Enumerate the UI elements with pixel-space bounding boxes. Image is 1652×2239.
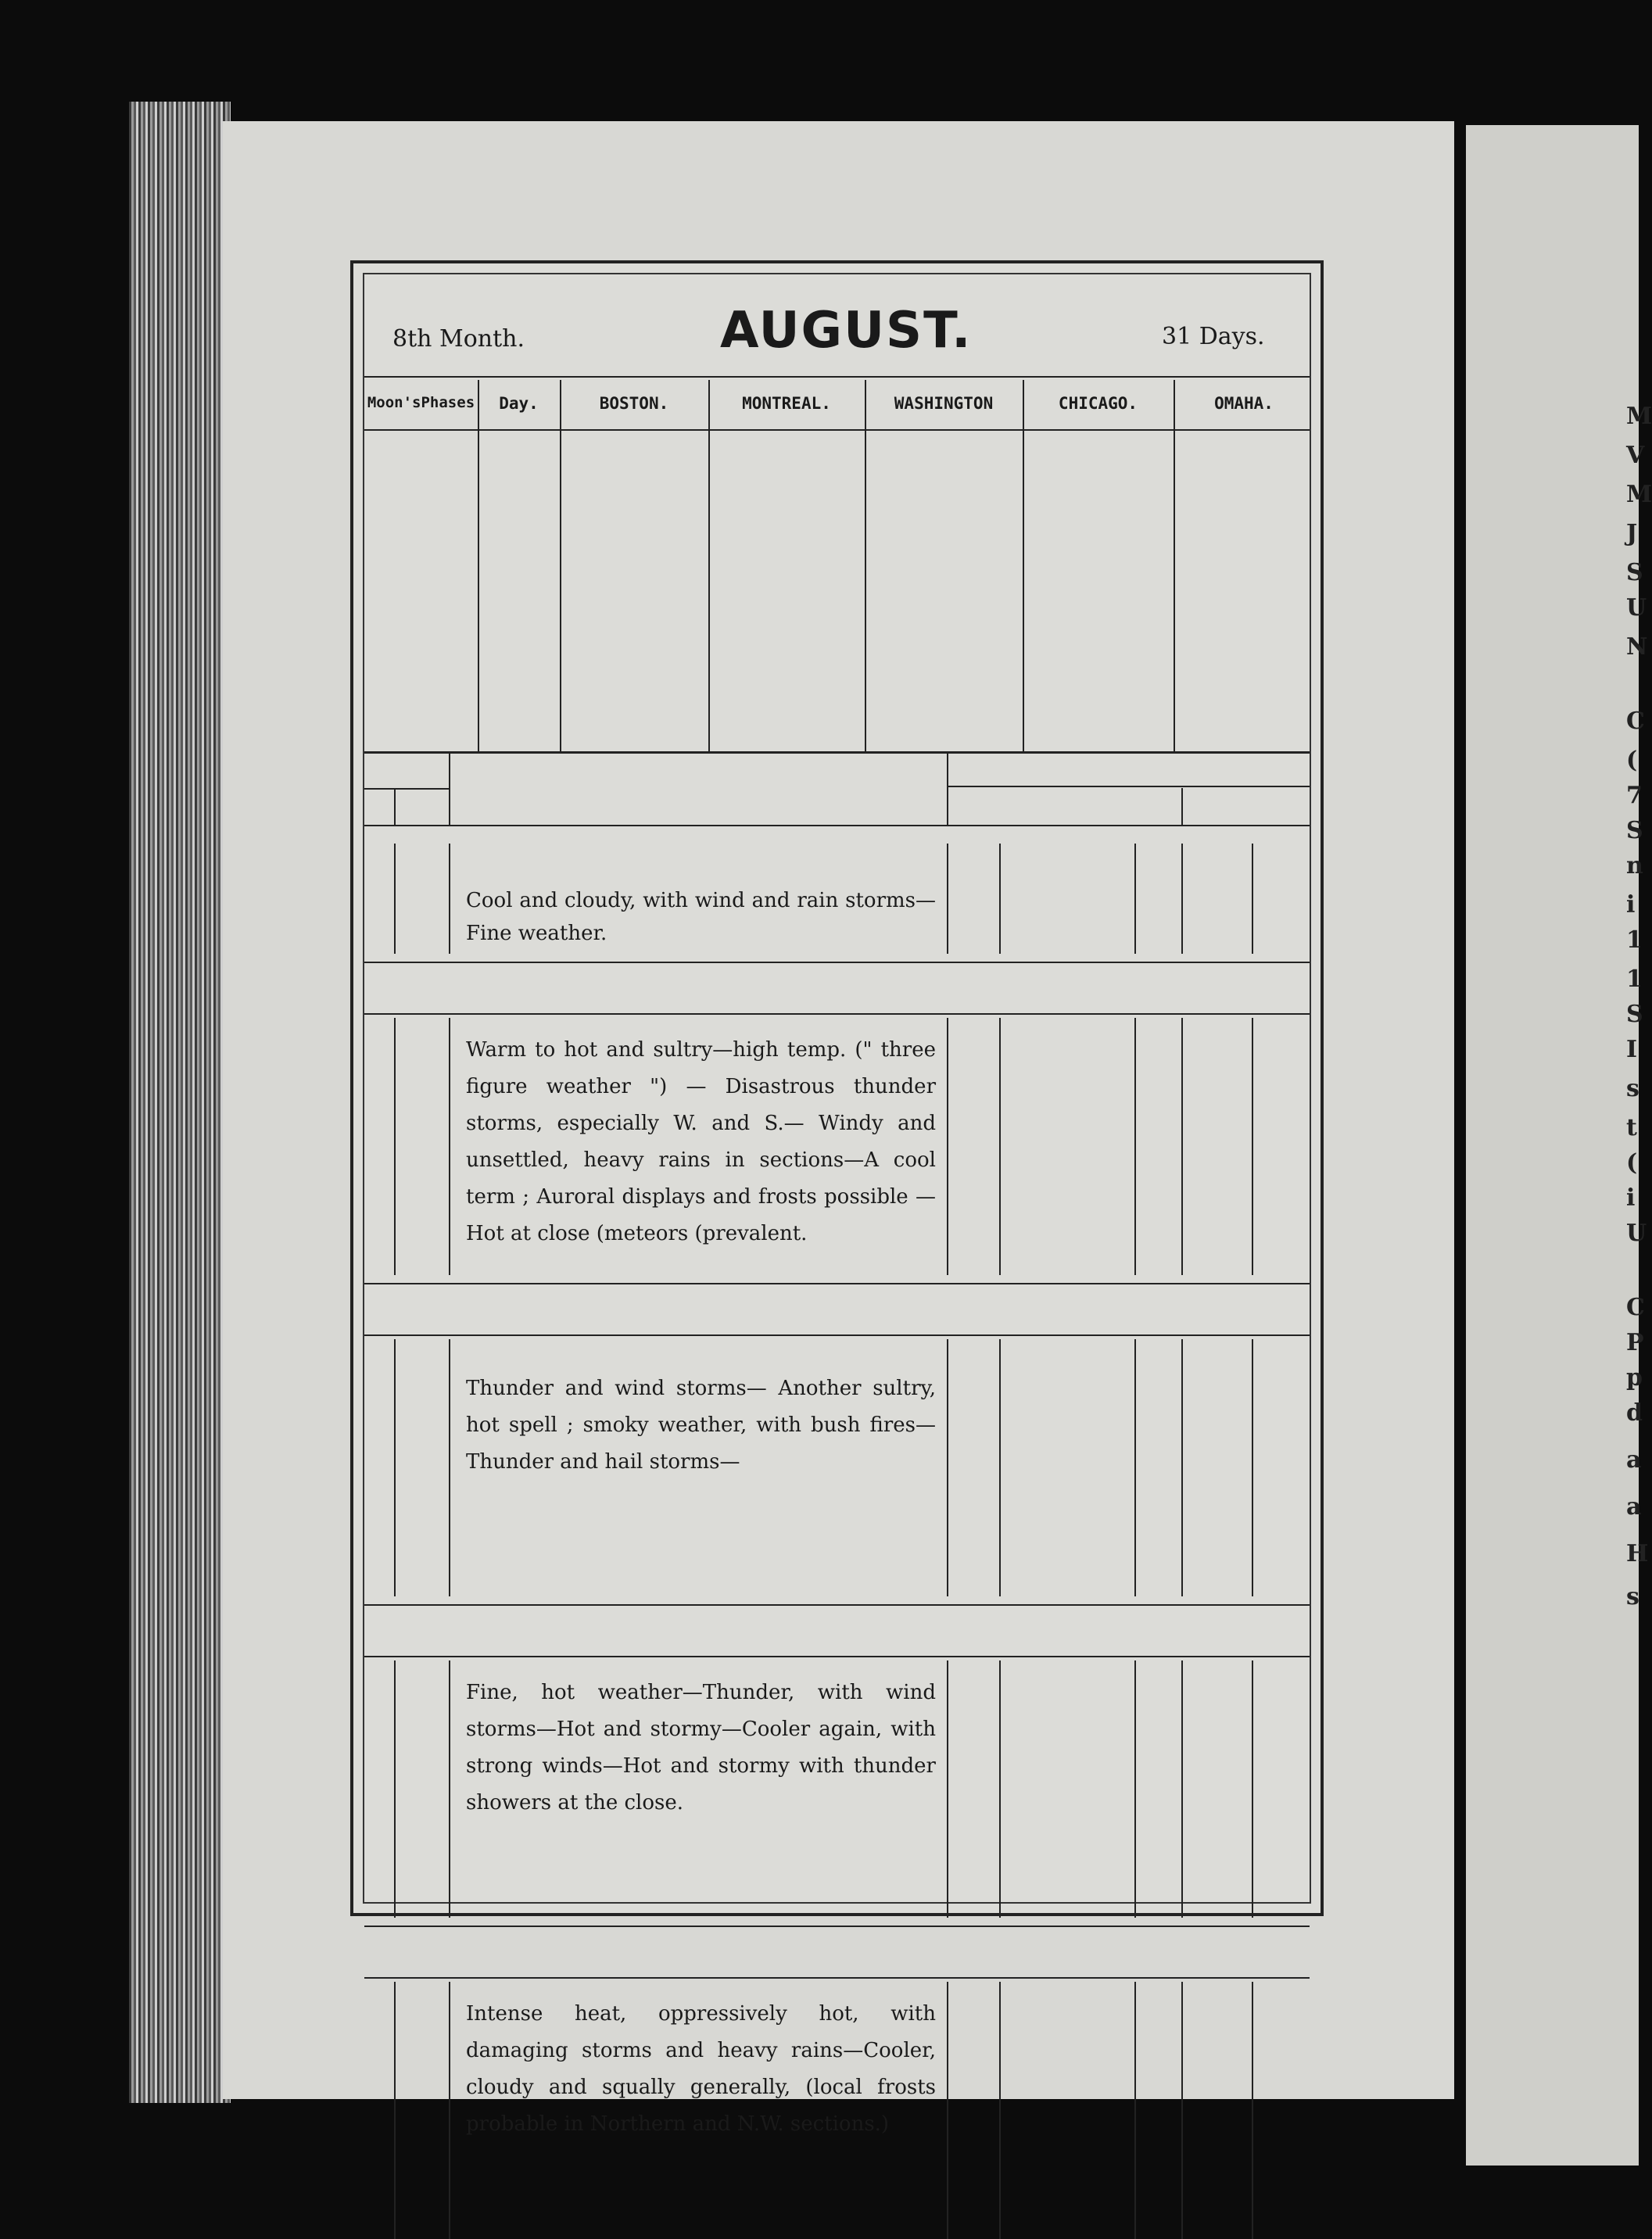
col-rule	[1181, 844, 1183, 954]
col-rule	[999, 844, 1001, 954]
facing-page-letter: S	[1626, 1001, 1643, 1028]
col-rule	[449, 1339, 450, 1596]
facing-page-letter: 7	[1626, 782, 1643, 809]
col-rule	[394, 844, 396, 954]
weather-forecast-text: Thunder and wind storms— Another sultry, hot spell ; smoky weather, with bush fires—Thunder and hail storms—	[466, 1377, 936, 1474]
col-rule	[394, 1982, 396, 2239]
header-rule	[364, 376, 1310, 378]
phase-col-header: Day.	[499, 394, 539, 413]
book-page-edges	[129, 102, 231, 2103]
facing-page-letter: a	[1626, 1493, 1642, 1521]
col-rule	[947, 753, 948, 825]
right-page	[1466, 125, 1652, 2166]
phase-col-header: CHICAGO.	[1058, 394, 1138, 413]
sunday-bottom-rule	[364, 1334, 1310, 1336]
phase-col-rule	[1174, 380, 1175, 751]
col-rule	[947, 1018, 948, 1275]
col-rule	[394, 1660, 396, 1918]
facing-page-letter: U	[1626, 1220, 1647, 1247]
col-rule	[394, 1339, 396, 1596]
sunday-bottom-rule	[364, 1656, 1310, 1657]
facing-page-letter: C	[1626, 1294, 1645, 1321]
col-rule	[1252, 1660, 1253, 1918]
month-title: AUGUST.	[720, 302, 973, 360]
facing-page-letter: (	[1626, 1149, 1638, 1177]
facing-page-letter: i	[1626, 1184, 1636, 1212]
col-rule	[1181, 1018, 1183, 1275]
col-rule	[947, 1339, 948, 1596]
sunday-top-rule	[364, 1926, 1310, 1927]
days-count: 31 Days.	[1162, 323, 1265, 350]
sunday-top-rule	[364, 962, 1310, 963]
facing-page-letter: i	[1626, 891, 1636, 919]
phase-col-rule	[865, 380, 866, 751]
col-rule	[1181, 1339, 1183, 1596]
col-rule	[449, 1018, 450, 1275]
facing-page-letter: C	[1626, 708, 1645, 735]
col-rule	[449, 1982, 450, 2239]
weather-forecast-text: Fine, hot weather—Thunder, with wind storms—Hot and stormy—Cooler again, with strong winds—Hot and stormy with thunder showers at the close.	[466, 1681, 936, 1814]
phase-bottom-rule	[364, 751, 1310, 754]
phase-col-header: WASHINGTON	[894, 394, 994, 413]
col-rule	[1252, 1982, 1253, 2239]
col-rule	[1181, 788, 1183, 825]
facing-page-letter: P	[1626, 1329, 1644, 1356]
col-rule	[1181, 1660, 1183, 1918]
facing-page-letter: 1	[1626, 926, 1643, 954]
col-rule	[1134, 1982, 1136, 2239]
col-rule	[394, 1018, 396, 1275]
facing-page-letter: n	[1626, 852, 1643, 879]
facing-page-letter: S	[1626, 817, 1643, 844]
col-rule	[947, 1982, 948, 2239]
col-rule	[1181, 1982, 1183, 2239]
facing-page-letter: S	[1626, 559, 1643, 586]
phase-col-header: MONTREAL.	[742, 394, 831, 413]
almanac-inner	[363, 273, 1311, 2136]
sunday-top-rule	[364, 1604, 1310, 1606]
facing-page-letter: M	[1626, 403, 1652, 430]
facing-page-letter: d	[1626, 1399, 1643, 1427]
col-rule	[947, 844, 948, 954]
col-rule	[999, 1339, 1001, 1596]
sunday-bottom-rule	[364, 1977, 1310, 1979]
col-rule	[1134, 1660, 1136, 1918]
phase-col-rule	[560, 380, 561, 751]
facing-page-letter: 1	[1626, 965, 1643, 993]
col-rule	[1252, 1339, 1253, 1596]
phase-col-rule	[478, 380, 479, 751]
facing-page-letter: (	[1626, 747, 1638, 774]
days-sub-rule	[364, 788, 449, 790]
facing-page-letter: p	[1626, 1364, 1643, 1392]
phase-col-rule	[1023, 380, 1024, 751]
col-rule	[1252, 844, 1253, 954]
month-number: 8th Month.	[392, 325, 525, 353]
facing-page-letter: H	[1626, 1540, 1649, 1567]
main-header-rule	[364, 825, 1310, 826]
col-rule	[999, 1982, 1001, 2239]
col-rule	[999, 1660, 1001, 1918]
col-rule	[999, 1018, 1001, 1275]
phase-col-header: BOSTON.	[599, 394, 669, 413]
col-rule	[449, 1660, 450, 1918]
col-rule	[449, 753, 450, 825]
col-rule	[1252, 1018, 1253, 1275]
sunday-bottom-rule	[364, 1013, 1310, 1015]
weather-forecast-text: Cool and cloudy, with wind and rain storms—Fine weather.	[466, 889, 936, 945]
facing-page-letter: M	[1626, 481, 1652, 508]
sunday-top-rule	[364, 1283, 1310, 1284]
phase-col-header: Moon'sPhases	[367, 394, 475, 411]
facing-page-letter: s	[1626, 1075, 1639, 1102]
facing-page-letter: s	[1626, 1583, 1639, 1610]
phase-header-rule	[364, 429, 1310, 431]
weather-forecast-text: Intense heat, oppressively hot, with damaging storms and heavy rains—Cooler, cloudy and squally generally, (local frosts probable in Northern and N.W. sections.)	[466, 2002, 936, 2136]
facing-page-letter: a	[1626, 1446, 1642, 1474]
col-rule	[1134, 1018, 1136, 1275]
facing-page-letter: N	[1626, 633, 1648, 661]
phase-col-header: OMAHA.	[1214, 394, 1274, 413]
col-rule	[947, 1660, 948, 1918]
col-rule	[1134, 844, 1136, 954]
col-rule	[394, 788, 396, 825]
almanac-frame	[350, 260, 1324, 2136]
phase-col-rule	[708, 380, 710, 751]
col-rule	[1134, 1339, 1136, 1596]
weather-forecast-text: Warm to hot and sultry—high temp. (" three figure weather ") — Disastrous thunder storms, especially W. and S.— Windy and unsettled, heavy rains in sections—A cool term ; Auroral displays and frosts possible — Hot at close (meteors (prevalent.	[466, 1038, 936, 1245]
facing-page-letter: V	[1626, 442, 1645, 469]
facing-page-letter: t	[1626, 1114, 1637, 1141]
facing-page-letter: I	[1626, 1036, 1638, 1063]
facing-page-letter: U	[1626, 594, 1647, 622]
col-rule	[449, 844, 450, 954]
montreal-rule	[947, 786, 1310, 787]
facing-page-letter: J	[1626, 520, 1638, 547]
